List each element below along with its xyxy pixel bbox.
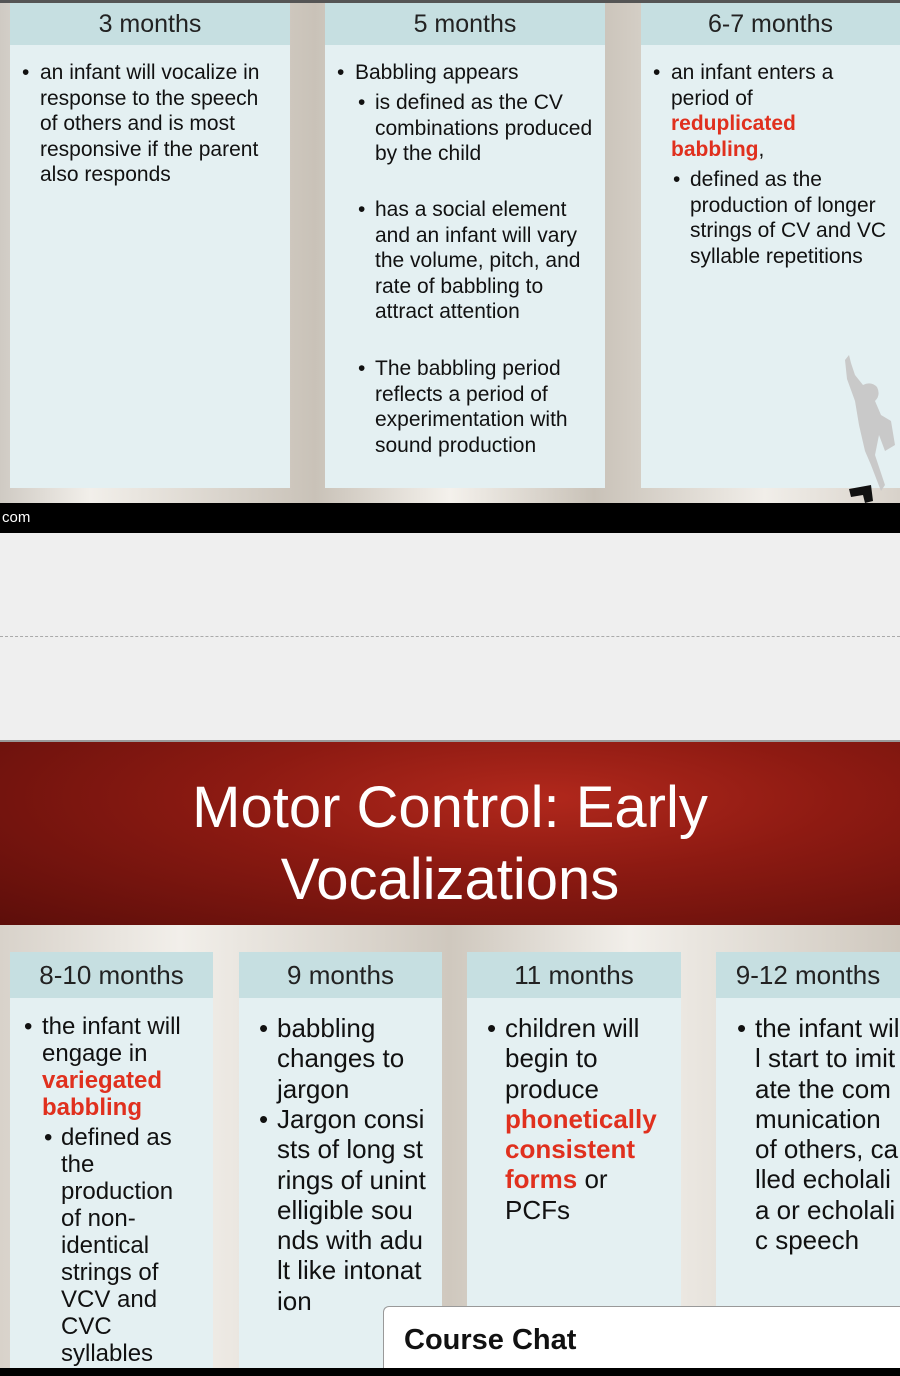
slide-footer-bar xyxy=(0,503,900,533)
column-header: 11 months xyxy=(467,952,681,998)
column-body xyxy=(325,45,605,488)
bottom-edge-bar xyxy=(0,1368,900,1376)
column-header: 9 months xyxy=(239,952,442,998)
page-divider xyxy=(0,636,900,637)
highlight-term: reduplicated babbling xyxy=(671,112,796,161)
bullet: • babbling changes to jargon xyxy=(277,1013,427,1104)
bullet: • the infant will engage in variegated babbling xyxy=(42,1013,207,1121)
bullet: • Jargon consists of long strings of unintelligible sounds with adult like intonation xyxy=(277,1104,427,1316)
sub-bullet: • The babbling period reflects a period of experimentation with sound production xyxy=(375,356,595,458)
course-chat-panel[interactable] xyxy=(383,1306,900,1371)
bullet: • Babbling appears xyxy=(355,60,595,86)
sub-bullet: • has a social element and an infant will vary the volume, pitch, and rate of babbling to attract attention xyxy=(375,197,585,325)
slide-title: Motor Control: Early Vocalizations xyxy=(192,775,708,912)
slide-1 xyxy=(0,0,900,503)
slide-2-title-banner xyxy=(0,740,900,927)
footer-text: com xyxy=(2,509,31,526)
column-body xyxy=(10,998,213,1372)
bullet: • the infant will start to imitate the communication of others, called echolalia or echolalic speech xyxy=(755,1013,900,1255)
column-header: 9-12 months xyxy=(716,952,900,998)
column-header: 3 months xyxy=(10,3,290,45)
bullet: • an infant will vocalize in response to the speech of others and is most responsive if the parent also responds xyxy=(40,60,275,188)
column-body xyxy=(10,45,290,488)
sub-bullet: • defined as the production of non-identical strings of VCV and CVC syllables xyxy=(61,1124,196,1367)
column-header: 8-10 months xyxy=(10,952,213,998)
sub-bullet: • is defined as the CV combinations produced by the child xyxy=(375,90,595,167)
bullet: • an infant enters a period of reduplicated babbling, xyxy=(671,60,881,162)
highlight-term: variegated babbling xyxy=(42,1067,163,1121)
column-header: 5 months xyxy=(325,3,605,45)
column-header: 6-7 months xyxy=(641,3,900,45)
column-8-10-months xyxy=(10,952,213,1372)
column-3-months xyxy=(10,3,290,488)
chat-title[interactable]: Course Chat xyxy=(404,1324,577,1356)
child-silhouette-image xyxy=(835,355,900,505)
bullet: • children will begin to produce phonetically consistent forms or PCFs xyxy=(505,1013,677,1225)
column-5-months xyxy=(325,3,605,488)
highlight-term: phonetically consistent forms xyxy=(505,1103,657,1195)
sub-bullet: • defined as the production of longer strings of CV and VC syllable repetitions xyxy=(690,167,900,269)
slide-2-body xyxy=(0,925,900,1370)
